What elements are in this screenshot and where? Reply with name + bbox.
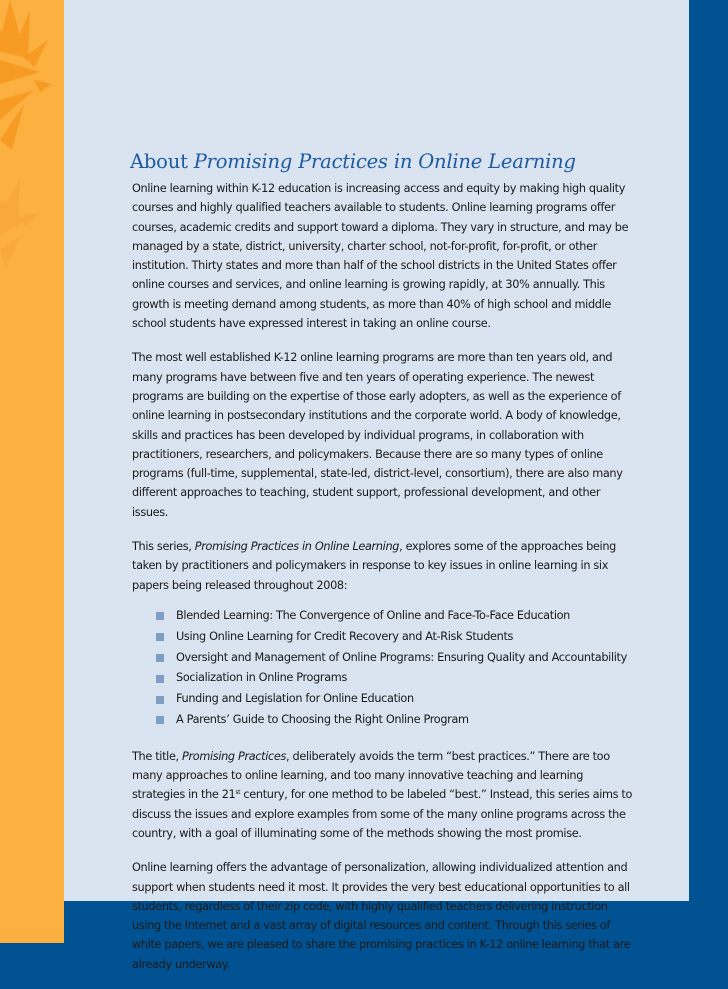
list-item [156,689,637,710]
list-item [156,627,637,648]
left-orange-strip [0,0,64,943]
list-item-text: Blended Learning: The Convergence of Online and Face-To-Face Education [176,608,570,622]
title-text-italic: Promising Practices [182,749,287,763]
established-programs-paragraph: The most well established K-12 online learning programs are more than ten years old, and many programs have between five and ten years of operating experience. The newest programs are building on the expertise of those early adopters, as well as the experience of online learning in postsecondary institutions and the corporate world. A body of knowledge, skills and practices has been developed by individual programs, in collaboration with practitioners, researchers, and policymakers. Because there are so many types of online programs (full-time, supplemental, state-led, district-level, consortium), there are also many different approaches to teaching, student support, professional development, and other issues. [132,351,623,519]
papers-list [156,606,637,731]
series-text-post: , explores some of the approaches being taken by practitioners and policymakers in response to key issues in online learning in six papers being released throughout 2008: [132,540,616,592]
list-item [156,606,637,627]
title-explanation-paragraph [132,747,637,843]
square-bullet-icon [156,654,164,662]
list-item [156,648,637,669]
intro-paragraph: Online learning within K-12 education is increasing access and equity by making high quality courses and highly qualified teachers available to students. Online learning programs offer courses, academic credits and support toward a diploma. They vary in structure, and may be managed by a state, district, university, charter school, not-for-profit, for-profit, or other institution. Thirty states and more than half of the school districts in the United States offer online courses and services, and online learning is growing rapidly, at 30% annually. This growth is meeting demand among students, as more than 40% of high school and middle school students have expressed interest in taking an online course. [132,182,629,331]
title-text-mid: , deliberately avoids the term “best practices.” There are too many approaches to online learning, and too many innovative teaching and learning strategies in the 21 [132,749,610,802]
list-item-text: Socialization in Online Programs [176,671,347,685]
title-prefix: About [130,150,194,173]
closing-paragraph: Online learning offers the advantage of personalization, allowing individualized attention and support when students need it most. It provides the very best educational opportunities to all students, regardless of their zip code, with highly qualified teachers delivering instruction using the Internet and a vast array of digital resources and content. Through this series of white papers, we are pleased to share the promising practices in K-12 online learning that are already underway. [132,861,631,971]
series-paragraph [132,537,637,595]
page-content [132,150,637,989]
sunburst-icon [0,0,64,360]
list-item-text: A Parents’ Guide to Choosing the Right Online Program [176,712,469,726]
list-item-text: Funding and Legislation for Online Education [176,692,414,706]
square-bullet-icon [156,716,164,724]
list-item-text: Using Online Learning for Credit Recovery and At-Risk Students [176,629,514,643]
series-text-italic: Promising Practices in Online Learning [194,540,400,554]
square-bullet-icon [156,633,164,641]
list-item-text: Oversight and Management of Online Programs: Ensuring Quality and Accountability [176,650,627,664]
series-text-pre: This series, [132,540,195,554]
title-text-post: century, for one method to be labeled “best.” Instead, this series aims to discuss the issues and explore examples from some of the many online programs across the country, with a goal of illuminating some of the methods showing the most promise. [132,788,633,840]
square-bullet-icon [156,696,164,704]
title-series-name: Promising Practices in Online Learning [193,150,576,173]
list-item [156,710,637,731]
square-bullet-icon [156,612,164,620]
right-blue-band [689,0,728,943]
title-text-pre: The title, [132,749,183,763]
page-title [130,150,637,173]
square-bullet-icon [156,675,164,683]
ordinal-superscript: st [235,789,241,797]
list-item [156,668,637,689]
